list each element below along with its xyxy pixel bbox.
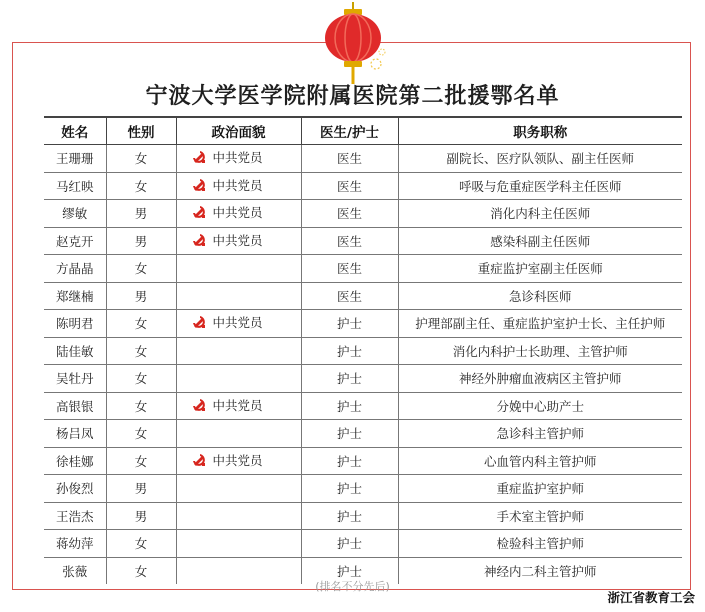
party-label: 中共党员	[212, 232, 263, 248]
cell-name: 孙俊烈	[44, 475, 106, 503]
cell-role: 护士	[301, 420, 398, 448]
cell-role: 护士	[301, 337, 398, 365]
cell-name: 王浩杰	[44, 502, 106, 530]
cell-party	[176, 145, 301, 173]
cell-position: 消化内科护士长助理、主管护师	[398, 337, 682, 365]
cell-role: 医生	[301, 200, 398, 228]
table-row	[44, 227, 682, 255]
cell-party	[176, 447, 301, 475]
cell-gender: 男	[106, 475, 176, 503]
header-gender: 性别	[106, 117, 176, 145]
cell-role: 护士	[301, 392, 398, 420]
cell-gender: 男	[106, 200, 176, 228]
lantern-icon	[318, 2, 388, 86]
cell-position: 护理部副主任、重症监护室护士长、主任护师	[398, 310, 682, 338]
cell-party	[176, 172, 301, 200]
cell-role: 医生	[301, 172, 398, 200]
party-label: 中共党员	[212, 177, 263, 193]
cell-party	[176, 475, 301, 503]
cell-party	[176, 310, 301, 338]
cell-position: 检验科主管护师	[398, 530, 682, 558]
cell-gender: 女	[106, 420, 176, 448]
cell-gender: 男	[106, 227, 176, 255]
cell-party	[176, 530, 301, 558]
cell-gender: 女	[106, 172, 176, 200]
roster-body	[44, 145, 682, 585]
cell-name: 王珊珊	[44, 145, 106, 173]
cell-gender: 女	[106, 447, 176, 475]
cell-name: 陆佳敏	[44, 337, 106, 365]
ordering-note: (排名不分先后)	[315, 580, 390, 593]
cell-gender: 女	[106, 145, 176, 173]
cell-gender: 女	[106, 337, 176, 365]
cell-name: 徐桂娜	[44, 447, 106, 475]
table-row	[44, 447, 682, 475]
cell-gender: 女	[106, 530, 176, 558]
cell-position: 重症监护室护师	[398, 475, 682, 503]
cell-gender: 女	[106, 365, 176, 393]
page-title: 宁波大学医学院附属医院第二批援鄂名单	[145, 84, 560, 109]
cell-name: 高银银	[44, 392, 106, 420]
party-emblem-icon	[191, 232, 207, 248]
cell-party	[176, 227, 301, 255]
party-label: 中共党员	[212, 315, 263, 331]
cell-position: 重症监护室副主任医师	[398, 255, 682, 283]
header-party: 政治面貌	[176, 117, 301, 145]
cell-party	[176, 420, 301, 448]
cell-position: 感染科副主任医师	[398, 227, 682, 255]
cell-name: 蒋幼萍	[44, 530, 106, 558]
cell-party	[176, 392, 301, 420]
cell-gender: 女	[106, 310, 176, 338]
cell-position: 神经外肿瘤血液病区主管护师	[398, 365, 682, 393]
cell-party	[176, 502, 301, 530]
cell-name: 马红映	[44, 172, 106, 200]
party-emblem-icon	[191, 177, 207, 193]
cell-position: 神经内二科主管护师	[398, 557, 682, 584]
header-role: 医生/护士	[301, 117, 398, 145]
cell-role: 护士	[301, 310, 398, 338]
cell-role: 护士	[301, 447, 398, 475]
party-emblem-icon	[191, 204, 207, 220]
cell-party	[176, 337, 301, 365]
roster-table	[44, 116, 682, 584]
table-row	[44, 145, 682, 173]
cell-role: 护士	[301, 365, 398, 393]
cell-party	[176, 282, 301, 310]
party-emblem-icon	[191, 314, 207, 330]
party-emblem-icon	[191, 452, 207, 468]
cell-position: 手术室主管护师	[398, 502, 682, 530]
table-row	[44, 310, 682, 338]
cell-role: 医生	[301, 227, 398, 255]
cell-name: 吴牡丹	[44, 365, 106, 393]
party-label: 中共党员	[212, 452, 263, 468]
cell-role: 护士	[301, 475, 398, 503]
party-emblem-icon	[191, 149, 207, 165]
cell-name: 张薇	[62, 563, 88, 579]
cell-role: 护士	[301, 530, 398, 558]
cell-gender: 女	[106, 557, 176, 584]
party-emblem-icon	[191, 397, 207, 413]
cell-position: 心血管内科主管护师	[398, 447, 682, 475]
table-header-row	[44, 117, 682, 145]
cell-name: 陈明君	[44, 310, 106, 338]
cell-position: 消化内科主任医师	[398, 200, 682, 228]
party-label: 中共党员	[212, 150, 263, 166]
cell-position: 副院长、医疗队领队、副主任医师	[398, 145, 682, 173]
cell-position: 急诊科医师	[398, 282, 682, 310]
cell-role: 护士	[301, 557, 398, 584]
table-row	[44, 530, 682, 558]
table-row	[44, 502, 682, 530]
table-row	[44, 365, 682, 393]
table-row	[44, 475, 682, 503]
party-label: 中共党员	[212, 397, 263, 413]
cell-role: 医生	[301, 145, 398, 173]
header-name: 姓名	[44, 117, 106, 145]
table-row	[44, 282, 682, 310]
cell-name: 赵克开	[44, 227, 106, 255]
cell-gender: 女	[106, 255, 176, 283]
cell-party	[176, 255, 301, 283]
cell-role: 医生	[301, 282, 398, 310]
table-row	[44, 255, 682, 283]
table-row	[44, 392, 682, 420]
cell-name: 缪敏	[44, 200, 106, 228]
cell-position: 分娩中心助产士	[398, 392, 682, 420]
cell-name: 方晶晶	[44, 255, 106, 283]
cell-party	[176, 200, 301, 228]
cell-gender: 男	[106, 502, 176, 530]
cell-party	[176, 365, 301, 393]
cell-gender: 女	[106, 392, 176, 420]
party-label: 中共党员	[212, 205, 263, 221]
cell-role: 护士	[301, 502, 398, 530]
cell-name: 杨吕凤	[44, 420, 106, 448]
cell-position: 呼吸与危重症医学科主任医师	[398, 172, 682, 200]
watermark: 浙江省教育工会	[607, 590, 695, 605]
table-row	[44, 420, 682, 448]
header-position: 职务职称	[398, 117, 682, 145]
table-row	[44, 337, 682, 365]
cell-position: 急诊科主管护师	[398, 420, 682, 448]
cell-role: 医生	[301, 255, 398, 283]
table-row	[44, 200, 682, 228]
cell-name: 郑继楠	[44, 282, 106, 310]
table-row	[44, 172, 682, 200]
cell-gender: 男	[106, 282, 176, 310]
